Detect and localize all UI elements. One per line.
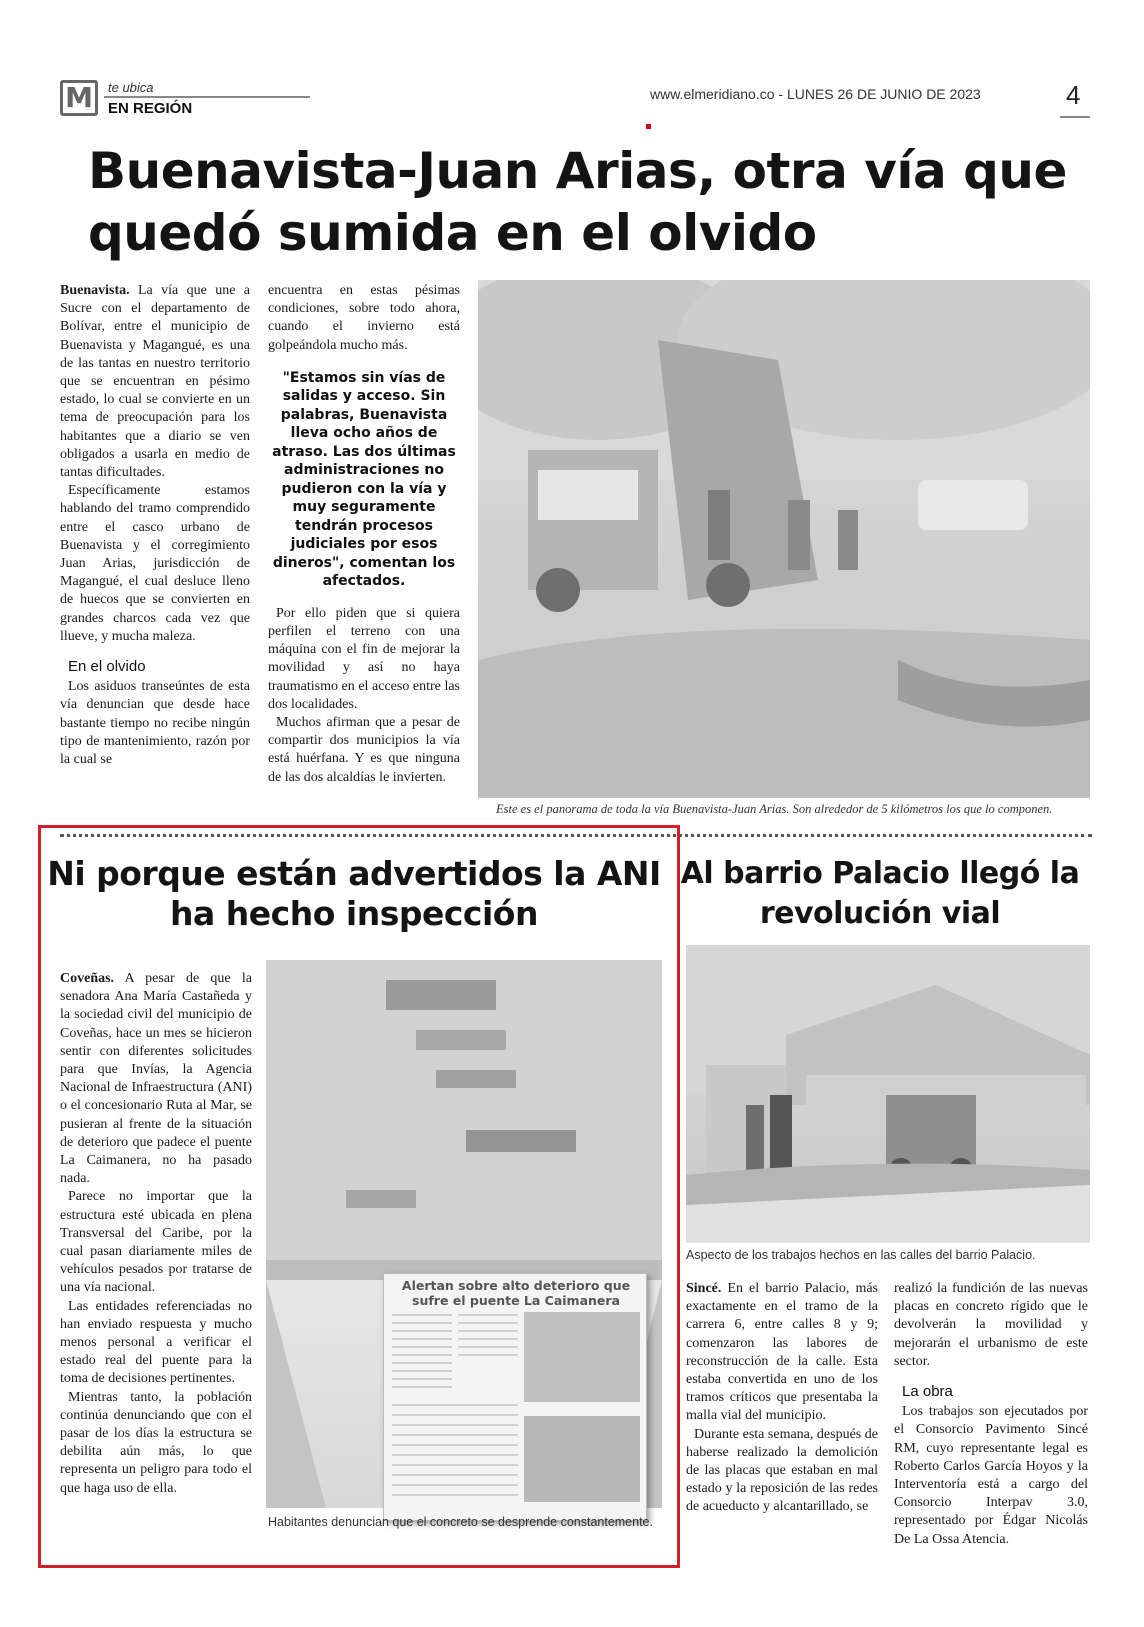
subheading: La obra bbox=[902, 1383, 953, 1401]
section-tagline: te ubica bbox=[108, 80, 154, 95]
palacio-story-column-2 bbox=[894, 1280, 1088, 1549]
clipping-headline: Alertan sobre alto deterioro que sufre el puente La Caimanera bbox=[401, 1278, 631, 1308]
dateline: Sincé. bbox=[686, 1281, 722, 1296]
ani-story-column bbox=[60, 970, 252, 1498]
header-divider bbox=[104, 96, 310, 98]
main-story-column-2 bbox=[268, 282, 460, 787]
photo-illustration bbox=[478, 280, 1090, 798]
masthead-date: www.elmeridiano.co - LUNES 26 DE JUNIO DE 2023 bbox=[650, 86, 981, 102]
paragraph: Específicamente estamos hablando del tramo comprendido entre el casco urbano de Buenavista y el corregimiento Juan Arias, jurisdicción de Magangué, el cual desluce lleno de huecos que se convierten en grandes charcos cada vez que llueve, y mucha maleza. bbox=[60, 483, 250, 644]
paragraph: La vía que une a Sucre con el departamento de Bolívar, entre el municipio de Buenavista y Magangué, es una de las tantas en nuestro territorio que se encuentran en pésimo estado, lo cual se convierte en un tema de preocupación para los habitantes que a diario se ven obligados a usarla en medio de tantas dificultades. bbox=[60, 283, 250, 481]
paragraph: Muchos afirman que a pesar de compartir dos municipios la vía está huérfana. Y es que ninguna de las dos alcaldías le invierten. bbox=[268, 715, 460, 785]
newspaper-logo: M bbox=[60, 80, 98, 116]
paragraph: Parece no importar que la estructura esté ubicada en plena Transversal del Caribe, por la cual pasan diariamente miles de vehículos pesados por tratarse de una vía nacional. bbox=[60, 1189, 252, 1296]
paragraph: Por ello piden que si quiera perfilen el terreno con una máquina con el fin de mejorar la movilidad y así no haya traumatismo en el acceso entre las dos localidades. bbox=[268, 605, 460, 712]
dateline: Buenavista. bbox=[60, 283, 130, 298]
paragraph: Durante esta semana, después de haberse realizado la demolición de las placas que estaban en mal estado y la reposición de las redes de acueducto y alcantarillado, se bbox=[686, 1426, 878, 1515]
main-photo-caption: Este es el panorama de toda la vía Buenavista-Juan Arias. Son alrededor de 5 kilómetros los que lo componen. bbox=[496, 802, 1053, 816]
paragraph: Los asiduos transeúntes de esta vía denuncian que desde hace bastante tiempo no recibe ningún tipo de mantenimiento, razón por la cual se bbox=[60, 679, 250, 768]
main-story-column-1 bbox=[60, 282, 250, 769]
news-clipping-inset bbox=[383, 1273, 647, 1521]
paragraph: encuentra en estas pésimas condiciones, sobre todo ahora, cuando el invierno está golpeándola mucho más. bbox=[268, 283, 460, 353]
ani-headline: Ni porque están advertidos la ANI ha hecho inspección bbox=[47, 854, 661, 933]
section-name: EN REGIÓN bbox=[108, 100, 193, 117]
dateline: Coveñas. bbox=[60, 971, 115, 986]
road-truck-photo bbox=[478, 280, 1090, 798]
paragraph: Los trabajos son ejecutados por el Consorcio Pavimento Sincé RM, cuyo representante legal es Roberto Carlos García Hoyos y la Interventoría está a cargo del Consorcio Interpav 3.0, representado por Édgar Nicolás De La Ossa Atencia. bbox=[894, 1404, 1088, 1547]
subheading: En el olvido bbox=[68, 658, 146, 676]
paragraph: realizó la fundición de las nuevas placas en concreto rígido que le devolverán la movilidad y mejorarán el urbanismo de este sector. bbox=[894, 1281, 1088, 1369]
paragraph: Mientras tanto, la población continúa denunciando que con el pasar de los días la estructura se debilita aún más, lo que representa un peligro para todo el que haga uso de ella. bbox=[60, 1389, 252, 1496]
accent-dot bbox=[646, 124, 651, 129]
photo-illustration bbox=[686, 945, 1090, 1243]
clipping-photo bbox=[524, 1416, 640, 1502]
pull-quote: "Estamos sin vías de salidas y acceso. Sin palabras, Buenavista lleva ocho años de atraso. Las dos últimas administraciones no pudieron con la vía y muy seguramente tendrán procesos judiciales por esos dineros", comentan los afectados. bbox=[272, 369, 456, 590]
clipping-photo bbox=[524, 1312, 640, 1402]
paragraph: A pesar de que la senadora Ana María Castañeda y la sociedad civil del municipio de Coveñas, hace un mes se hicieron sentir con diferentes solicitudes para que Invías, la Agencia Nacional de Infraestructura (ANI) o el concesionario Ruta al Mar, se pusieran al frente de la situación de deterioro que padece el puente La Caimanera, no ha pasado nada. bbox=[60, 971, 252, 1187]
main-headline: Buenavista-Juan Arias, otra vía que quedó sumida en el olvido bbox=[88, 142, 1067, 262]
bridge-photo-caption: Habitantes denuncian que el concreto se desprende constantemente. bbox=[268, 1515, 653, 1529]
page-number: 4 bbox=[1066, 80, 1081, 110]
palacio-story-column-1 bbox=[686, 1280, 878, 1517]
paragraph: En el barrio Palacio, más exactamente en el tramo de la carrera 6, entre calles 8 y 9; comenzaron las labores de reconstrucción de la calle. Esta estaba convertida en uno de los tramos críticos que presentaba la malla vial del municipio. bbox=[686, 1281, 878, 1424]
construction-photo bbox=[686, 945, 1090, 1243]
paragraph: Las entidades referenciadas no han enviado respuesta y mucho menos personal a verificar el estado real del puente para la toma de decisiones pertinentes. bbox=[60, 1298, 252, 1387]
page-number-underline bbox=[1060, 116, 1090, 118]
construction-photo-caption: Aspecto de los trabajos hechos en las calles del barrio Palacio. bbox=[686, 1248, 1036, 1262]
palacio-headline: Al barrio Palacio llegó la revolución vial bbox=[680, 856, 1080, 931]
